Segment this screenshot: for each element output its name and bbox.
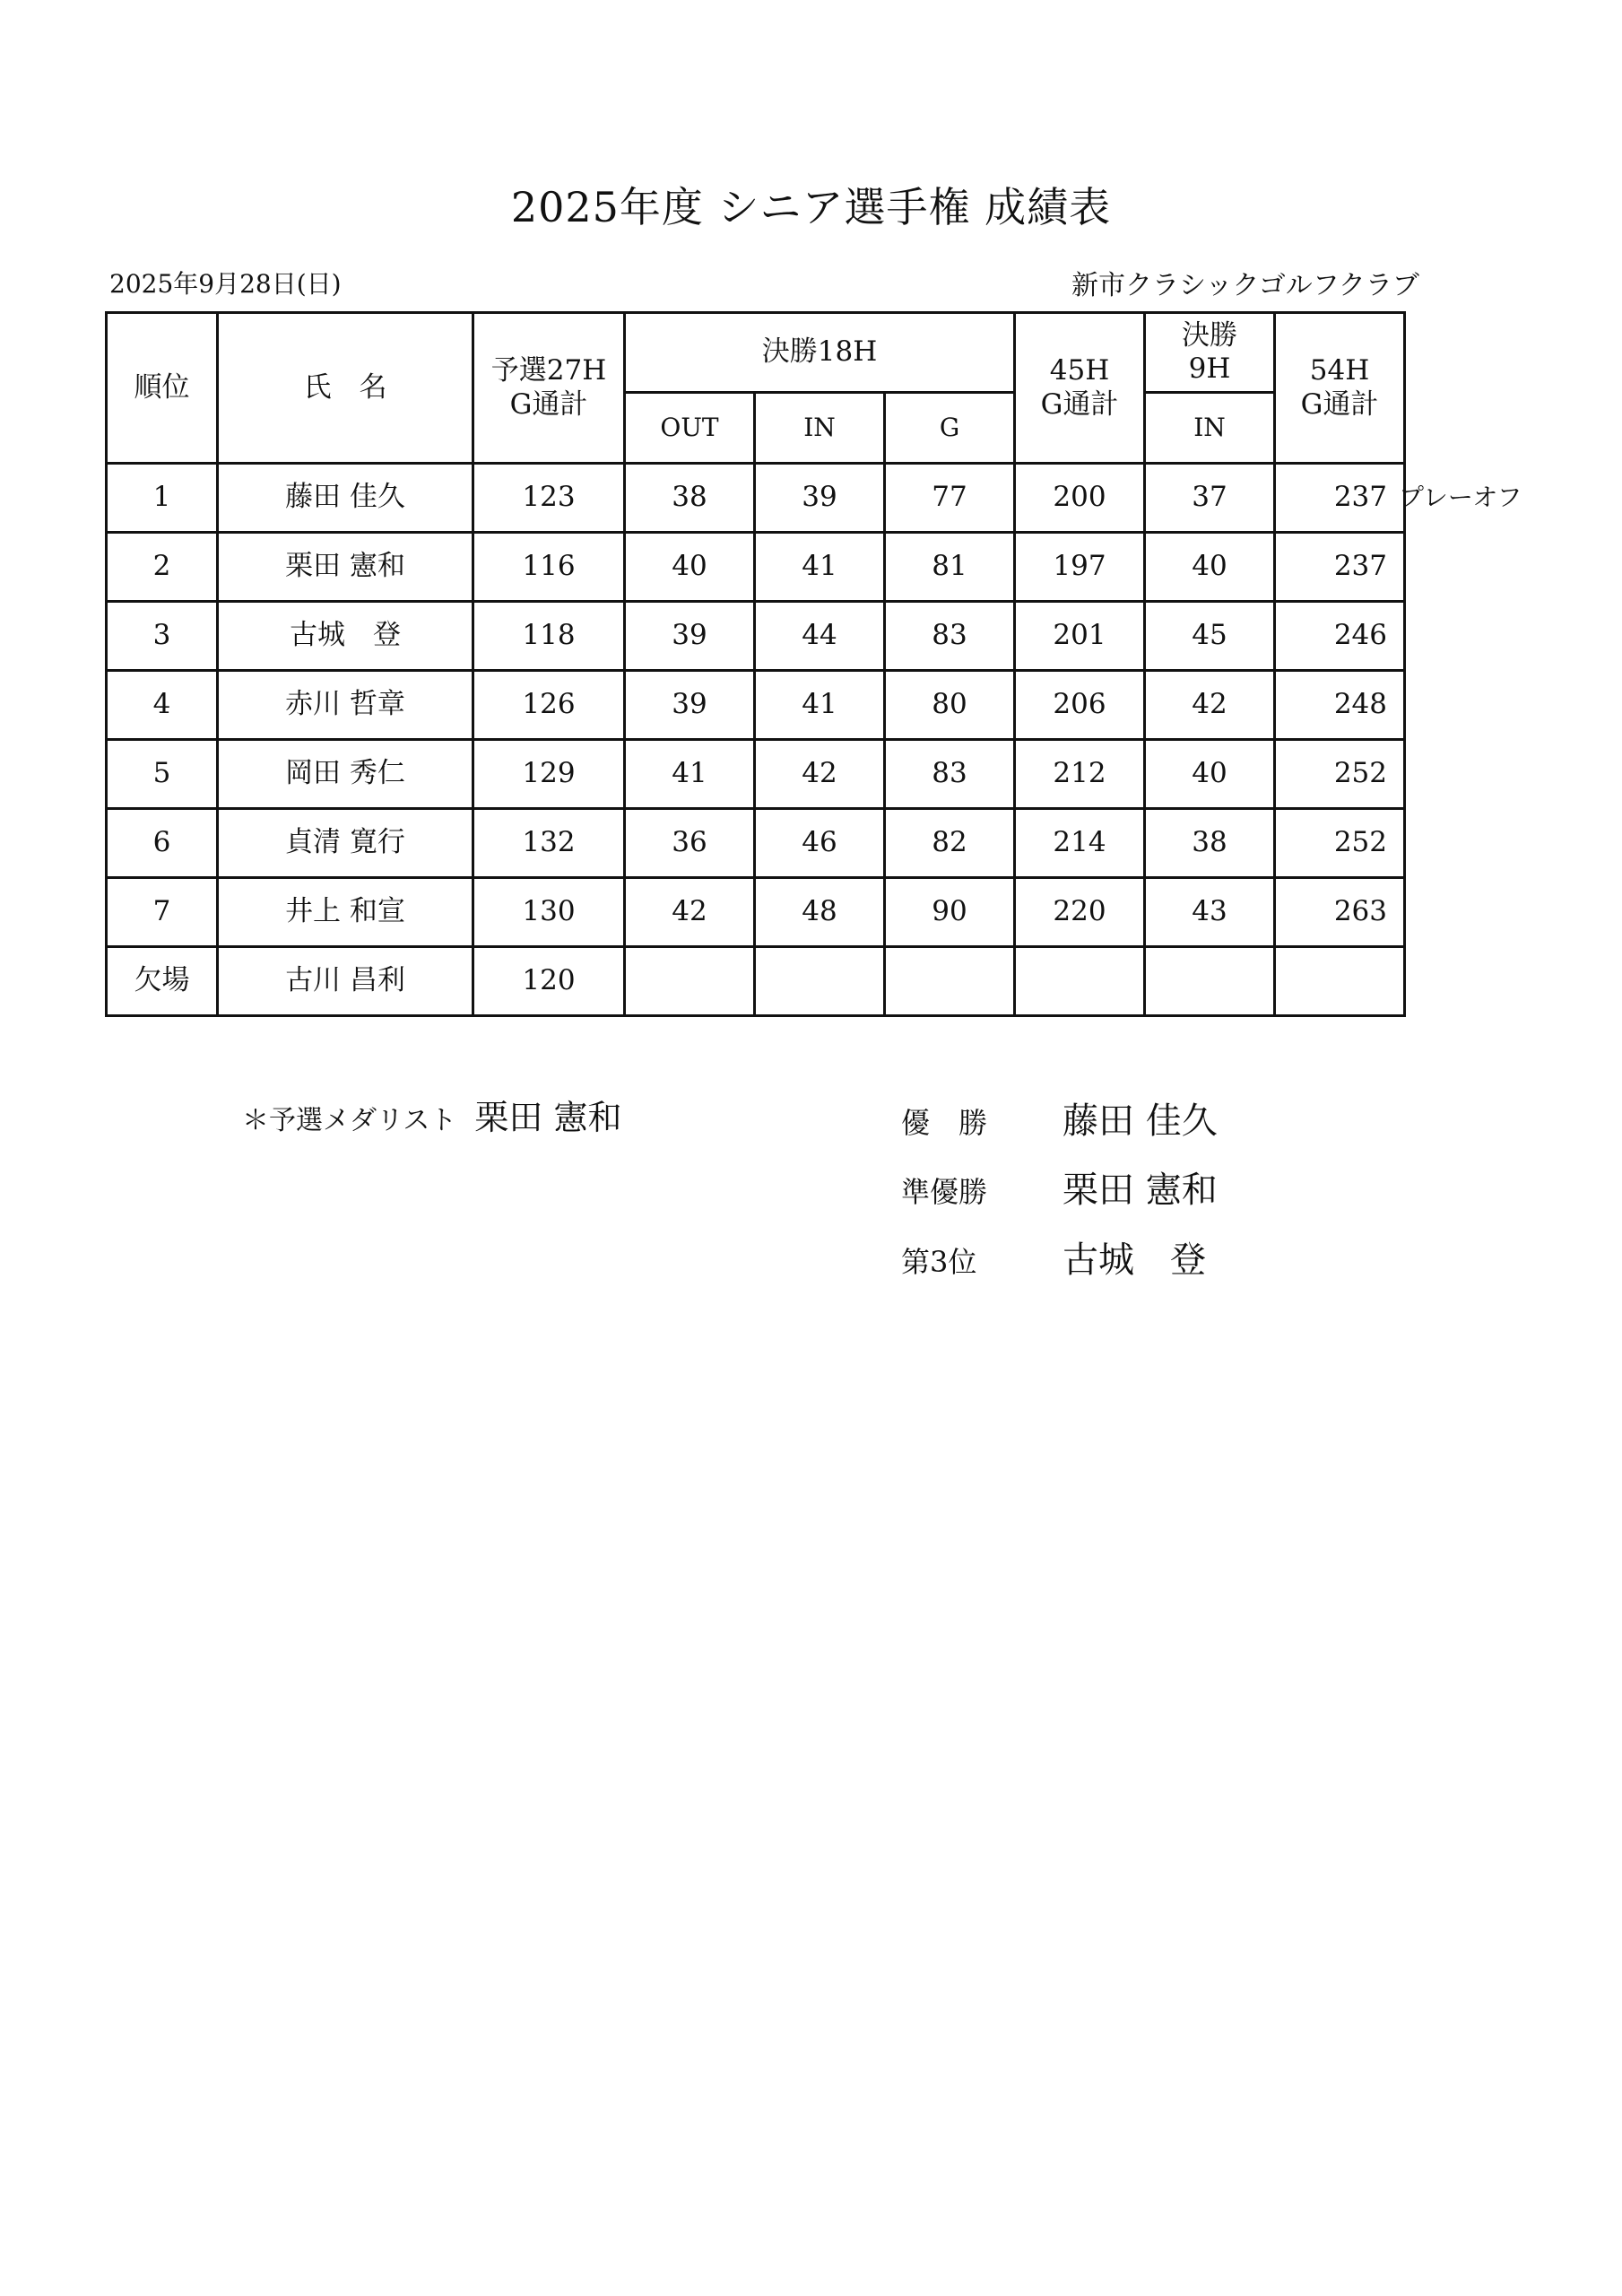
header-g: G xyxy=(885,393,1015,464)
g-cell: 90 xyxy=(885,878,1015,947)
name-cell: 岡田 秀仁 xyxy=(218,740,473,809)
rank-cell: 2 xyxy=(107,533,218,602)
rank-cell: 欠場 xyxy=(107,947,218,1016)
header-total45 xyxy=(1015,313,1145,464)
playoff-note: プレーオフ xyxy=(1399,483,1522,512)
total45-cell: 220 xyxy=(1015,878,1145,947)
in-cell: 39 xyxy=(755,464,885,533)
in-cell: 41 xyxy=(755,533,885,602)
header-prelim-line2: G通計 xyxy=(509,387,588,421)
rank-cell: 3 xyxy=(107,602,218,671)
header-final18: 決勝18H xyxy=(625,313,1015,393)
medalist-label: ＊予選メダリスト xyxy=(242,1105,457,1136)
name-cell: 古城 登 xyxy=(218,602,473,671)
header-total45-line2: G通計 xyxy=(1040,387,1119,421)
name-cell: 藤田 佳久 xyxy=(218,464,473,533)
medalist-name: 栗田 憲和 xyxy=(474,1098,622,1137)
g-cell: 83 xyxy=(885,602,1015,671)
g-cell: 77 xyxy=(885,464,1015,533)
table-row xyxy=(107,671,1405,740)
final9-cell: 38 xyxy=(1145,809,1275,878)
total54-cell: 237 xyxy=(1275,464,1405,533)
in-cell: 48 xyxy=(755,878,885,947)
table-row xyxy=(107,809,1405,878)
header-total54 xyxy=(1275,313,1405,464)
out-cell: 36 xyxy=(625,809,755,878)
total54-cell: 252 xyxy=(1275,809,1405,878)
rank-cell: 7 xyxy=(107,878,218,947)
in-cell: 44 xyxy=(755,602,885,671)
total54-cell: 248 xyxy=(1275,671,1405,740)
total54-cell: 263 xyxy=(1275,878,1405,947)
header-name: 氏 名 xyxy=(218,313,473,464)
result-winner xyxy=(901,1092,1218,1144)
final9-cell: 40 xyxy=(1145,533,1275,602)
g-cell: 81 xyxy=(885,533,1015,602)
result-label: 準優勝 xyxy=(901,1175,988,1209)
result-name: 古城 登 xyxy=(1063,1239,1206,1281)
table-row xyxy=(107,464,1405,533)
header-out: OUT xyxy=(625,393,755,464)
prelim-medalist xyxy=(242,1090,622,1139)
table-row xyxy=(107,740,1405,809)
result-name: 栗田 憲和 xyxy=(1063,1170,1218,1211)
prelim-cell: 132 xyxy=(473,809,625,878)
total45-cell: 214 xyxy=(1015,809,1145,878)
header-prelim xyxy=(473,313,625,464)
prelim-cell: 116 xyxy=(473,533,625,602)
name-cell: 古川 昌利 xyxy=(218,947,473,1016)
out-cell xyxy=(625,947,755,1016)
header-in: IN xyxy=(755,393,885,464)
total45-cell xyxy=(1015,947,1145,1016)
final9-cell: 40 xyxy=(1145,740,1275,809)
rank-cell: 4 xyxy=(107,671,218,740)
prelim-cell: 123 xyxy=(473,464,625,533)
g-cell xyxy=(885,947,1015,1016)
g-cell: 83 xyxy=(885,740,1015,809)
prelim-cell: 118 xyxy=(473,602,625,671)
header-total54-line1: 54H xyxy=(1309,354,1370,387)
out-cell: 39 xyxy=(625,602,755,671)
final9-cell: 42 xyxy=(1145,671,1275,740)
result-third xyxy=(901,1231,1206,1283)
total45-cell: 212 xyxy=(1015,740,1145,809)
g-cell: 82 xyxy=(885,809,1015,878)
final9-cell: 45 xyxy=(1145,602,1275,671)
result-runner-up xyxy=(901,1161,1218,1213)
name-cell: 赤川 哲章 xyxy=(218,671,473,740)
header-final9-line2: 9H xyxy=(1188,352,1231,385)
total45-cell: 201 xyxy=(1015,602,1145,671)
result-name: 藤田 佳久 xyxy=(1063,1100,1218,1142)
header-final9 xyxy=(1145,313,1275,393)
total54-cell xyxy=(1275,947,1405,1016)
total54-cell: 237 xyxy=(1275,533,1405,602)
total45-cell: 200 xyxy=(1015,464,1145,533)
final9-cell: 43 xyxy=(1145,878,1275,947)
in-cell: 46 xyxy=(755,809,885,878)
header-total54-line2: G通計 xyxy=(1300,387,1379,421)
total45-cell: 197 xyxy=(1015,533,1145,602)
in-cell: 41 xyxy=(755,671,885,740)
final9-cell xyxy=(1145,947,1275,1016)
table-row xyxy=(107,947,1405,1016)
final9-cell: 37 xyxy=(1145,464,1275,533)
total54-cell: 246 xyxy=(1275,602,1405,671)
prelim-cell: 120 xyxy=(473,947,625,1016)
rank-cell: 6 xyxy=(107,809,218,878)
result-label: 優 勝 xyxy=(901,1106,988,1140)
prelim-cell: 126 xyxy=(473,671,625,740)
club-name: 新市クラシックゴルフクラブ xyxy=(1071,270,1419,301)
out-cell: 41 xyxy=(625,740,755,809)
prelim-cell: 130 xyxy=(473,878,625,947)
prelim-cell: 129 xyxy=(473,740,625,809)
out-cell: 40 xyxy=(625,533,755,602)
table-row xyxy=(107,533,1405,602)
out-cell: 39 xyxy=(625,671,755,740)
name-cell: 栗田 憲和 xyxy=(218,533,473,602)
header-rank: 順位 xyxy=(107,313,218,464)
table-row xyxy=(107,878,1405,947)
g-cell: 80 xyxy=(885,671,1015,740)
name-cell: 貞清 寛行 xyxy=(218,809,473,878)
header-total45-line1: 45H xyxy=(1049,354,1110,387)
header-final9-in: IN xyxy=(1145,393,1275,464)
total45-cell: 206 xyxy=(1015,671,1145,740)
name-cell: 井上 和宣 xyxy=(218,878,473,947)
in-cell xyxy=(755,947,885,1016)
in-cell: 42 xyxy=(755,740,885,809)
event-date: 2025年9月28日(日) xyxy=(109,269,342,299)
rank-cell: 5 xyxy=(107,740,218,809)
result-label: 第3位 xyxy=(901,1245,977,1279)
rank-cell: 1 xyxy=(107,464,218,533)
total54-cell: 252 xyxy=(1275,740,1405,809)
header-final9-line1: 決勝 xyxy=(1182,318,1237,352)
header-prelim-line1: 予選27H xyxy=(490,354,607,387)
score-table xyxy=(105,311,1406,1017)
page-title: 2025年度 シニア選手権 成績表 xyxy=(510,183,1112,231)
out-cell: 38 xyxy=(625,464,755,533)
out-cell: 42 xyxy=(625,878,755,947)
table-row xyxy=(107,602,1405,671)
